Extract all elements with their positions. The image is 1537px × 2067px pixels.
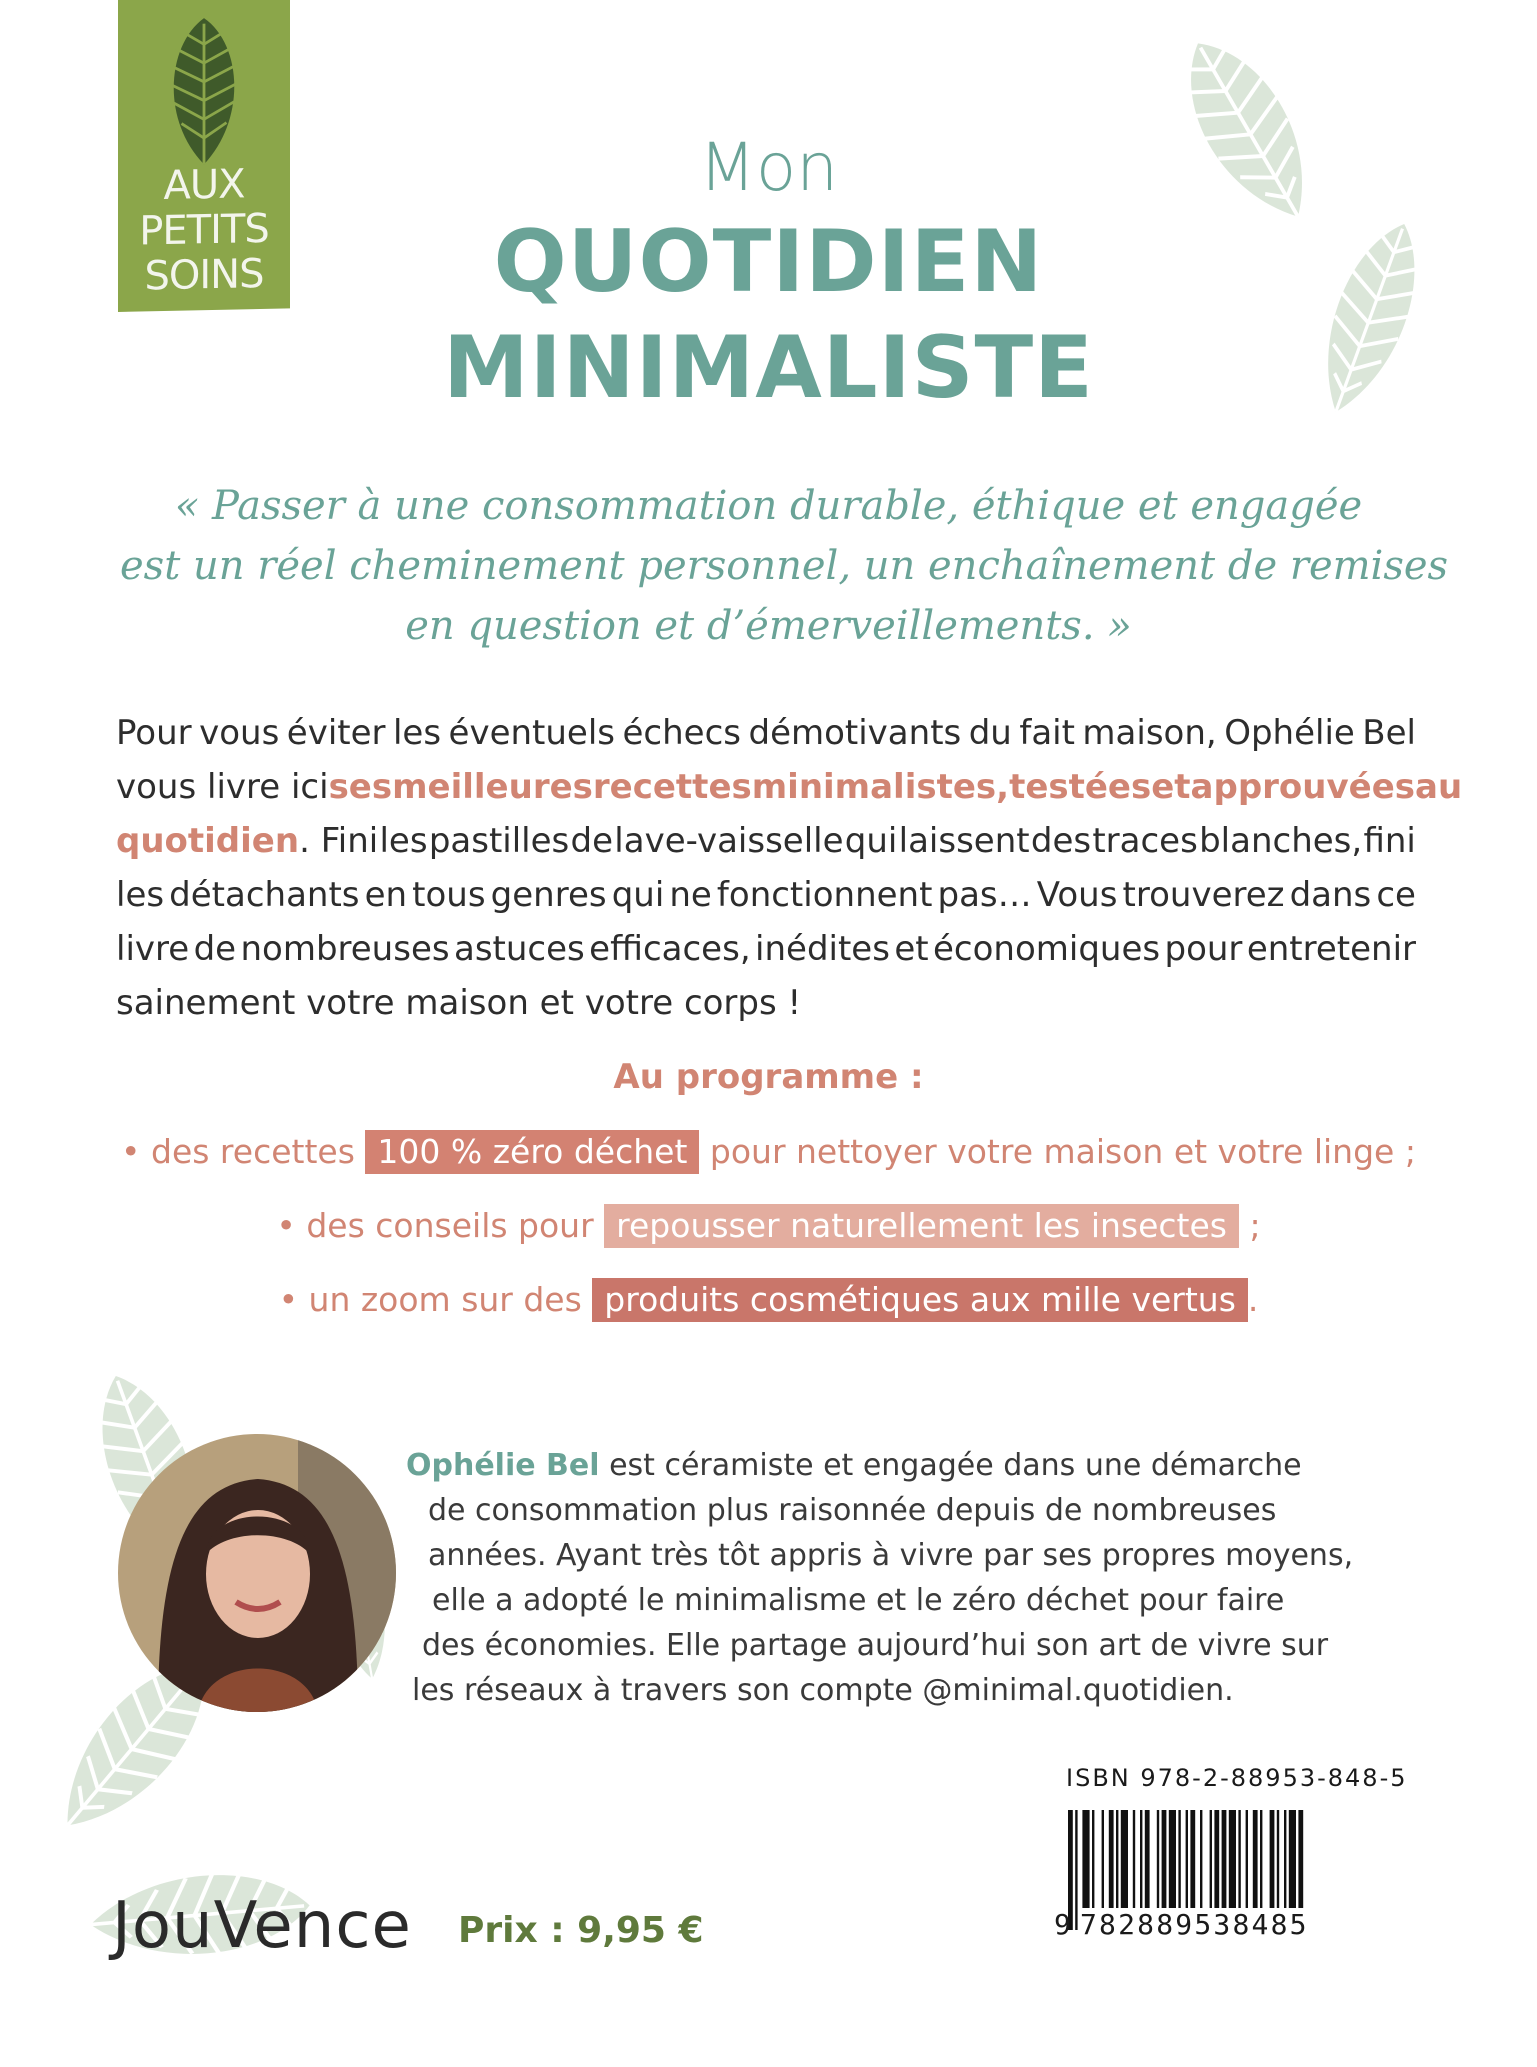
programme-item	[0, 1128, 1537, 1176]
programme-item	[0, 1276, 1537, 1324]
word: démotivants	[748, 713, 962, 753]
word: échecs	[622, 713, 741, 753]
author-name: Ophélie Bel	[406, 1448, 600, 1483]
barcode-bar	[1200, 1810, 1202, 1918]
programme-text: • des conseils pour	[276, 1206, 605, 1245]
word: entretenir	[1246, 929, 1416, 969]
title-line-1: QUOTIDIEN	[493, 212, 1044, 312]
word: économiques	[933, 929, 1161, 969]
author-bio-line: les réseaux à travers son compte @minimal.quotidien.	[412, 1673, 1234, 1708]
word: efficaces,	[589, 929, 751, 969]
description-line	[116, 868, 1416, 922]
barcode-bar	[1102, 1810, 1104, 1918]
word: pas…	[937, 875, 1032, 915]
word-group	[116, 814, 378, 868]
programme-item	[0, 1202, 1537, 1250]
highlight-word: approuvées	[1190, 767, 1416, 807]
barcode-bar	[1246, 1810, 1248, 1918]
programme-chip: repousser naturellement les insectes	[604, 1204, 1239, 1248]
word: les	[116, 875, 165, 915]
description-line	[116, 706, 1416, 760]
programme-chip: produits cosmétiques aux mille vertus	[592, 1278, 1248, 1322]
highlight-word: testées	[1009, 767, 1152, 807]
word: lave-vaisselle	[614, 821, 844, 861]
barcode-bar	[1082, 1810, 1089, 1918]
barcode-bar	[1169, 1810, 1176, 1918]
barcode-bar	[1284, 1810, 1286, 1918]
word: Pour	[116, 713, 192, 753]
word: Vous	[1036, 875, 1118, 915]
word: maison,	[1082, 713, 1217, 753]
barcode-bar	[1145, 1810, 1150, 1918]
barcode-number	[1054, 1906, 1400, 1946]
description-line	[116, 814, 1416, 868]
description-line	[116, 922, 1416, 976]
word: astuces	[454, 929, 585, 969]
barcode-bar	[1222, 1810, 1227, 1918]
series-line: AUX	[163, 161, 245, 210]
barcode-digit: 9	[1054, 1908, 1071, 1941]
highlight-word: meilleures	[392, 767, 593, 807]
description-line	[116, 976, 1416, 1030]
barcode-bar	[1133, 1810, 1135, 1918]
word: blanches,	[1199, 821, 1363, 861]
barcode-bar	[1210, 1810, 1212, 1918]
barcode-bar	[1277, 1810, 1279, 1918]
price: Prix : 9,95 €	[458, 1910, 704, 1951]
word: genres	[490, 875, 607, 915]
barcode-bar	[1116, 1810, 1118, 1918]
quote-line: en question et d’émerveillements. »	[405, 603, 1132, 649]
highlight-word: quotidien	[116, 821, 300, 861]
word: ce	[1376, 875, 1416, 915]
barcode-bar	[1238, 1810, 1240, 1918]
word: les	[379, 821, 428, 861]
word: pour	[1164, 929, 1243, 969]
highlight-word: au	[1415, 767, 1463, 807]
description-line	[116, 760, 1463, 814]
word: éventuels	[448, 713, 616, 753]
author-photo	[118, 1434, 396, 1712]
word: détachants	[169, 875, 360, 915]
word: en	[364, 875, 408, 915]
word: sainement votre maison et votre corps !	[116, 983, 802, 1023]
quote-line: est un réel cheminement personnel, un enchaînement de remises	[120, 543, 1449, 589]
word: de	[193, 929, 237, 969]
highlight-word: recettes	[592, 767, 752, 807]
author-bio-line: de consommation plus raisonnée depuis de nombreuses	[428, 1493, 1277, 1528]
word: de	[570, 821, 614, 861]
barcode-bar	[1214, 1810, 1219, 1918]
barcode-bar	[1140, 1810, 1142, 1918]
word: nombreuses	[240, 929, 450, 969]
title-prefix: Mon	[698, 129, 839, 206]
isbn-label: ISBN 978-2-88953-848-5	[1066, 1764, 1408, 1792]
pull-quote	[120, 476, 1449, 656]
barcode-bar	[1162, 1810, 1167, 1918]
barcode-bar	[1109, 1810, 1114, 1918]
word: livre	[116, 929, 190, 969]
word: pastilles	[428, 821, 570, 861]
programme-title: Au programme :	[613, 1057, 924, 1097]
programme-text: ;	[1238, 1206, 1261, 1245]
word: dans	[1289, 875, 1372, 915]
programme-text: .	[1247, 1280, 1259, 1319]
highlight-word: ses	[328, 767, 393, 807]
barcode-bar	[1253, 1810, 1258, 1918]
word: ne	[669, 875, 712, 915]
word: fait	[1019, 713, 1075, 753]
title-line-2: MINIMALISTE	[443, 318, 1094, 418]
highlight-word: minimalistes,	[751, 767, 1010, 807]
word: laissent	[898, 821, 1030, 861]
word: du	[968, 713, 1012, 753]
author-bio-line: des économies. Elle partage aujourd’hui son art de vivre sur	[422, 1628, 1329, 1663]
author-bio-line: elle a adopté le minimalisme et le zéro déchet pour faire	[432, 1583, 1285, 1618]
word: trouverez	[1122, 875, 1285, 915]
barcode-bar	[1157, 1810, 1159, 1918]
word: Ophélie	[1224, 713, 1355, 753]
bio-text: est céramiste et engagée dans une démarche	[599, 1448, 1302, 1483]
highlight-word: et	[1151, 767, 1191, 807]
word: vous	[199, 713, 280, 753]
barcode-bar	[1178, 1810, 1180, 1918]
series-line: SOINS	[144, 250, 264, 300]
word: Bel	[1362, 713, 1416, 753]
programme-text: • des recettes	[121, 1132, 366, 1171]
barcode-bar	[1270, 1810, 1275, 1918]
word: qui	[611, 875, 665, 915]
word: des	[1030, 821, 1092, 861]
publisher-logo: JouVence	[112, 1889, 412, 1963]
word: tous	[412, 875, 486, 915]
barcode-bar	[1260, 1810, 1262, 1918]
barcode-bar	[1092, 1810, 1094, 1918]
barcode-digits: 782889538485	[1080, 1908, 1309, 1941]
programme-text: • un zoom sur des	[278, 1280, 593, 1319]
word: qui	[844, 821, 898, 861]
word: . Fini	[299, 821, 379, 861]
book-description	[116, 706, 1463, 1030]
word: traces	[1092, 821, 1198, 861]
word: vous livre ici	[116, 767, 329, 807]
barcode-bar	[1229, 1810, 1236, 1918]
series-line: PETITS	[139, 205, 269, 255]
word: éviter	[286, 713, 386, 753]
quote-line: « Passer à une consommation durable, éthique et engagée	[174, 483, 1363, 529]
programme-text: pour nettoyer votre maison et votre linge ;	[699, 1132, 1416, 1171]
word: et	[894, 929, 929, 969]
author-bio-line	[406, 1443, 1302, 1488]
word: fini	[1363, 821, 1416, 861]
word: fonctionnent	[716, 875, 933, 915]
word: inédites	[755, 929, 890, 969]
barcode-bar	[1121, 1810, 1128, 1918]
author-bio-line: années. Ayant très tôt appris à vivre par ses propres moyens,	[428, 1538, 1354, 1573]
programme-chip: 100 % zéro déchet	[365, 1130, 699, 1174]
word: les	[392, 713, 442, 753]
